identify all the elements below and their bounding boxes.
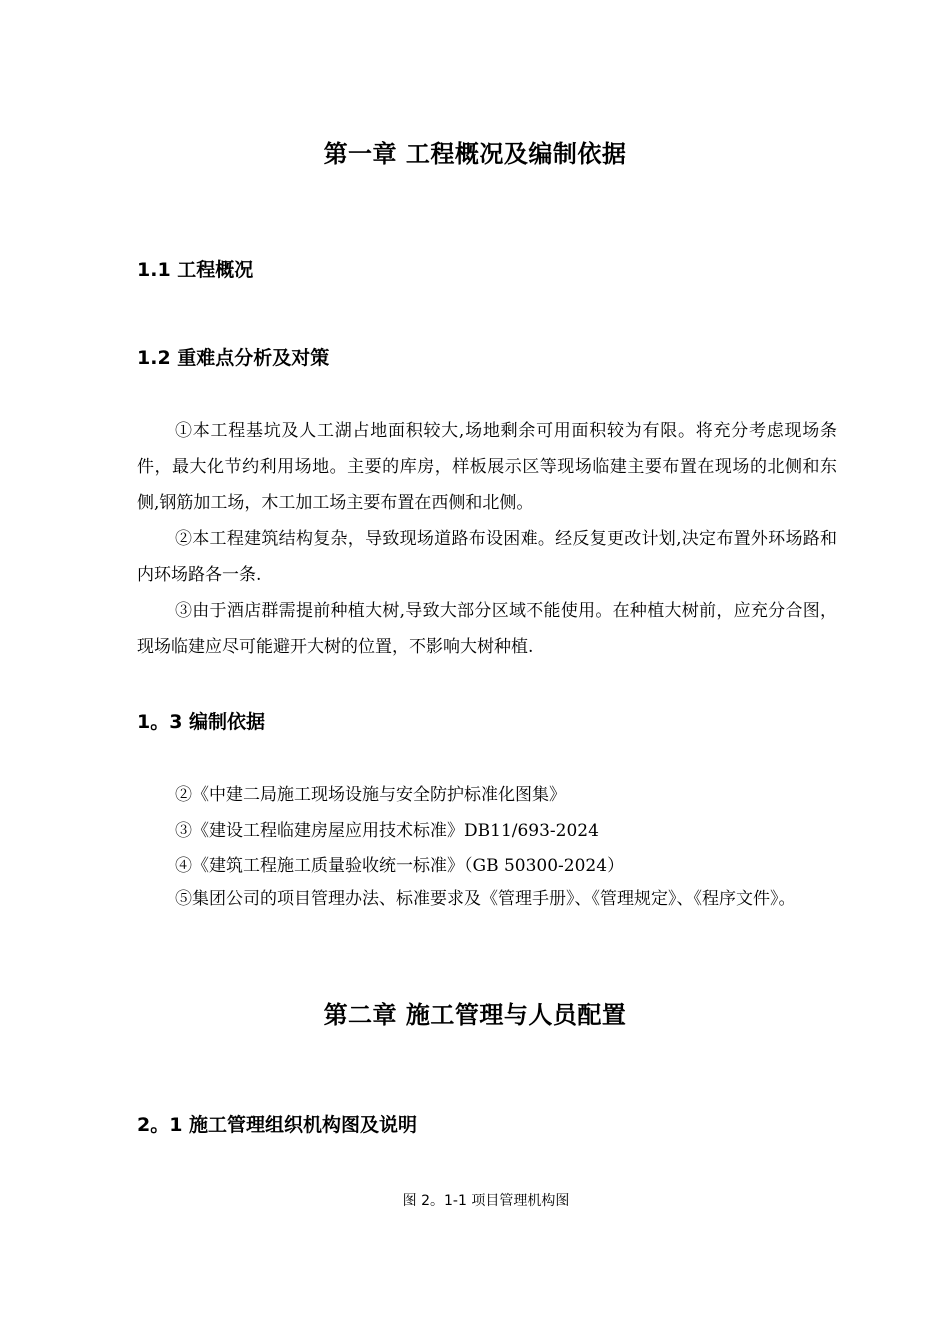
- paragraph-3: ③由于酒店群需提前种植大树,导致大部分区域不能使用。在种植大树前，应充分合图，现场临建应尽可能避开大树的位置，不影响大树种植.: [137, 601, 837, 657]
- reference-item: ⑤集团公司的项目管理办法、标准要求及《管理手册》、《管理规定》、《程序文件》。: [175, 889, 796, 909]
- chapter-2-title: 第二章 施工管理与人员配置: [323, 1001, 627, 1029]
- reference-item: ③《建设工程临建房屋应用技术标准》DB11/693-2024: [175, 821, 599, 841]
- reference-item: ②《中建二局施工现场设施与安全防护标准化图集》: [175, 785, 566, 805]
- paragraph-2: ②本工程建筑结构复杂，导致现场道路布设困难。经反复更改计划,决定布置外环场路和内环场路各一条.: [137, 529, 837, 585]
- section-2-1-title: 2。1 施工管理组织机构图及说明: [137, 1114, 418, 1136]
- section-1-3-title: 1。3 编制依据: [137, 711, 266, 733]
- reference-item: ④《建筑工程施工质量验收统一标准》（GB 50300-2024）: [175, 856, 625, 876]
- figure-caption: 图 2。1-1 项目管理机构图: [402, 1193, 570, 1209]
- section-1-2-title: 1.2 重难点分析及对策: [137, 347, 330, 369]
- section-1-1-title: 1.1 工程概况: [137, 259, 254, 281]
- chapter-1-title: 第一章 工程概况及编制依据: [323, 140, 627, 168]
- paragraph-1: ①本工程基坑及人工湖占地面积较大,场地剩余可用面积较为有限。将充分考虑现场条件，最大化节约利用场地。主要的库房，样板展示区等现场临建主要布置在现场的北侧和东侧,钢筋加工场，木工加工场主要布置在西侧和北侧。: [137, 421, 837, 513]
